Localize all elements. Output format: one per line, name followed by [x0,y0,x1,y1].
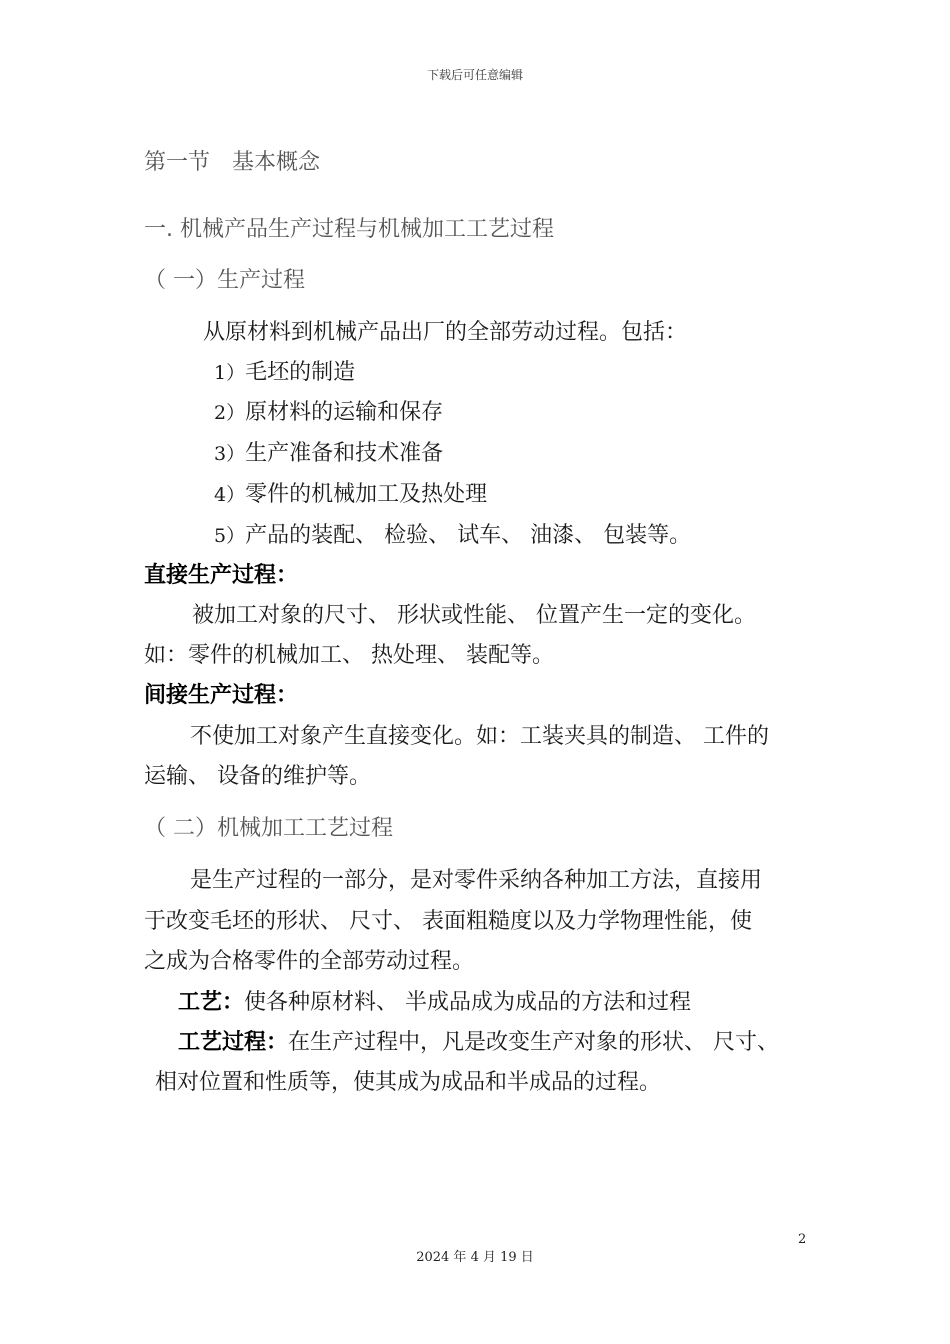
list-item [214,393,443,433]
list-item-number: 4） [214,484,246,506]
subheading-production-process: （ 一）生产过程 [144,268,305,293]
list-item [214,353,355,393]
list-item-text: 零件的机械加工及热处理 [245,482,488,507]
direct-process-line-2: 如：零件的机械加工、 热处理、 装配等。 [144,643,554,668]
production-process-intro: 从原材料到机械产品出厂的全部劳动过程。包括： [203,320,688,345]
header-note: 下载后可任意编辑 [426,68,523,82]
craft-process-line-2: 相对位置和性质等，使其成为成品和半成品的过程。 [155,1070,662,1095]
footer-date: 2024 年 4 月 19 日 [416,1250,534,1265]
list-item-text: 毛坯的制造 [245,360,356,385]
list-item-number: 3） [214,443,246,465]
craft-label: 工艺： [178,990,245,1015]
list-item-number: 2） [214,402,246,424]
list-item-number: 5） [214,525,246,547]
subheading-machining-process: （ 二）机械加工工艺过程 [144,816,393,841]
direct-process-line-1: 被加工对象的尺寸、 形状或性能、 位置产生一定的变化。 [192,603,756,628]
indirect-process-line-1: 不使加工对象产生直接变化。如：工装夹具的制造、 工件的 [190,724,769,749]
craft-process-label: 工艺过程： [178,1030,289,1055]
page-number: 2 [798,1232,807,1247]
heading-1: 一. 机械产品生产过程与机械加工工艺过程 [144,217,554,242]
list-item-text: 产品的装配、 检验、 试车、 油漆、 包装等。 [245,523,692,548]
machining-para-line-3: 之成为合格零件的全部劳动过程。 [144,949,475,974]
craft-text: 使各种原材料、 半成品成为成品的方法和过程 [244,990,692,1015]
section-title: 第一节 基本概念 [144,150,321,175]
indirect-process-title: 间接生产过程： [144,683,299,708]
indirect-process-line-2: 运输、 设备的维护等。 [144,764,371,789]
list-item-text: 原材料的运输和保存 [245,400,444,425]
list-item [214,475,487,515]
machining-para-line-1: 是生产过程的一部分，是对零件采纳各种加工方法，直接用 [190,868,763,893]
list-item [214,434,443,474]
craft-definition [178,983,691,1023]
list-item-text: 生产准备和技术准备 [245,441,444,466]
craft-process-text: 在生产过程中，凡是改变生产对象的形状、 尺寸、 [288,1030,780,1055]
craft-process-definition [178,1023,779,1063]
list-item-number: 1） [214,362,246,384]
direct-process-title: 直接生产过程： [144,563,299,588]
list-item [214,516,691,556]
machining-para-line-2: 于改变毛坯的形状、 尺寸、 表面粗糙度以及力学物理性能，使 [144,909,752,934]
